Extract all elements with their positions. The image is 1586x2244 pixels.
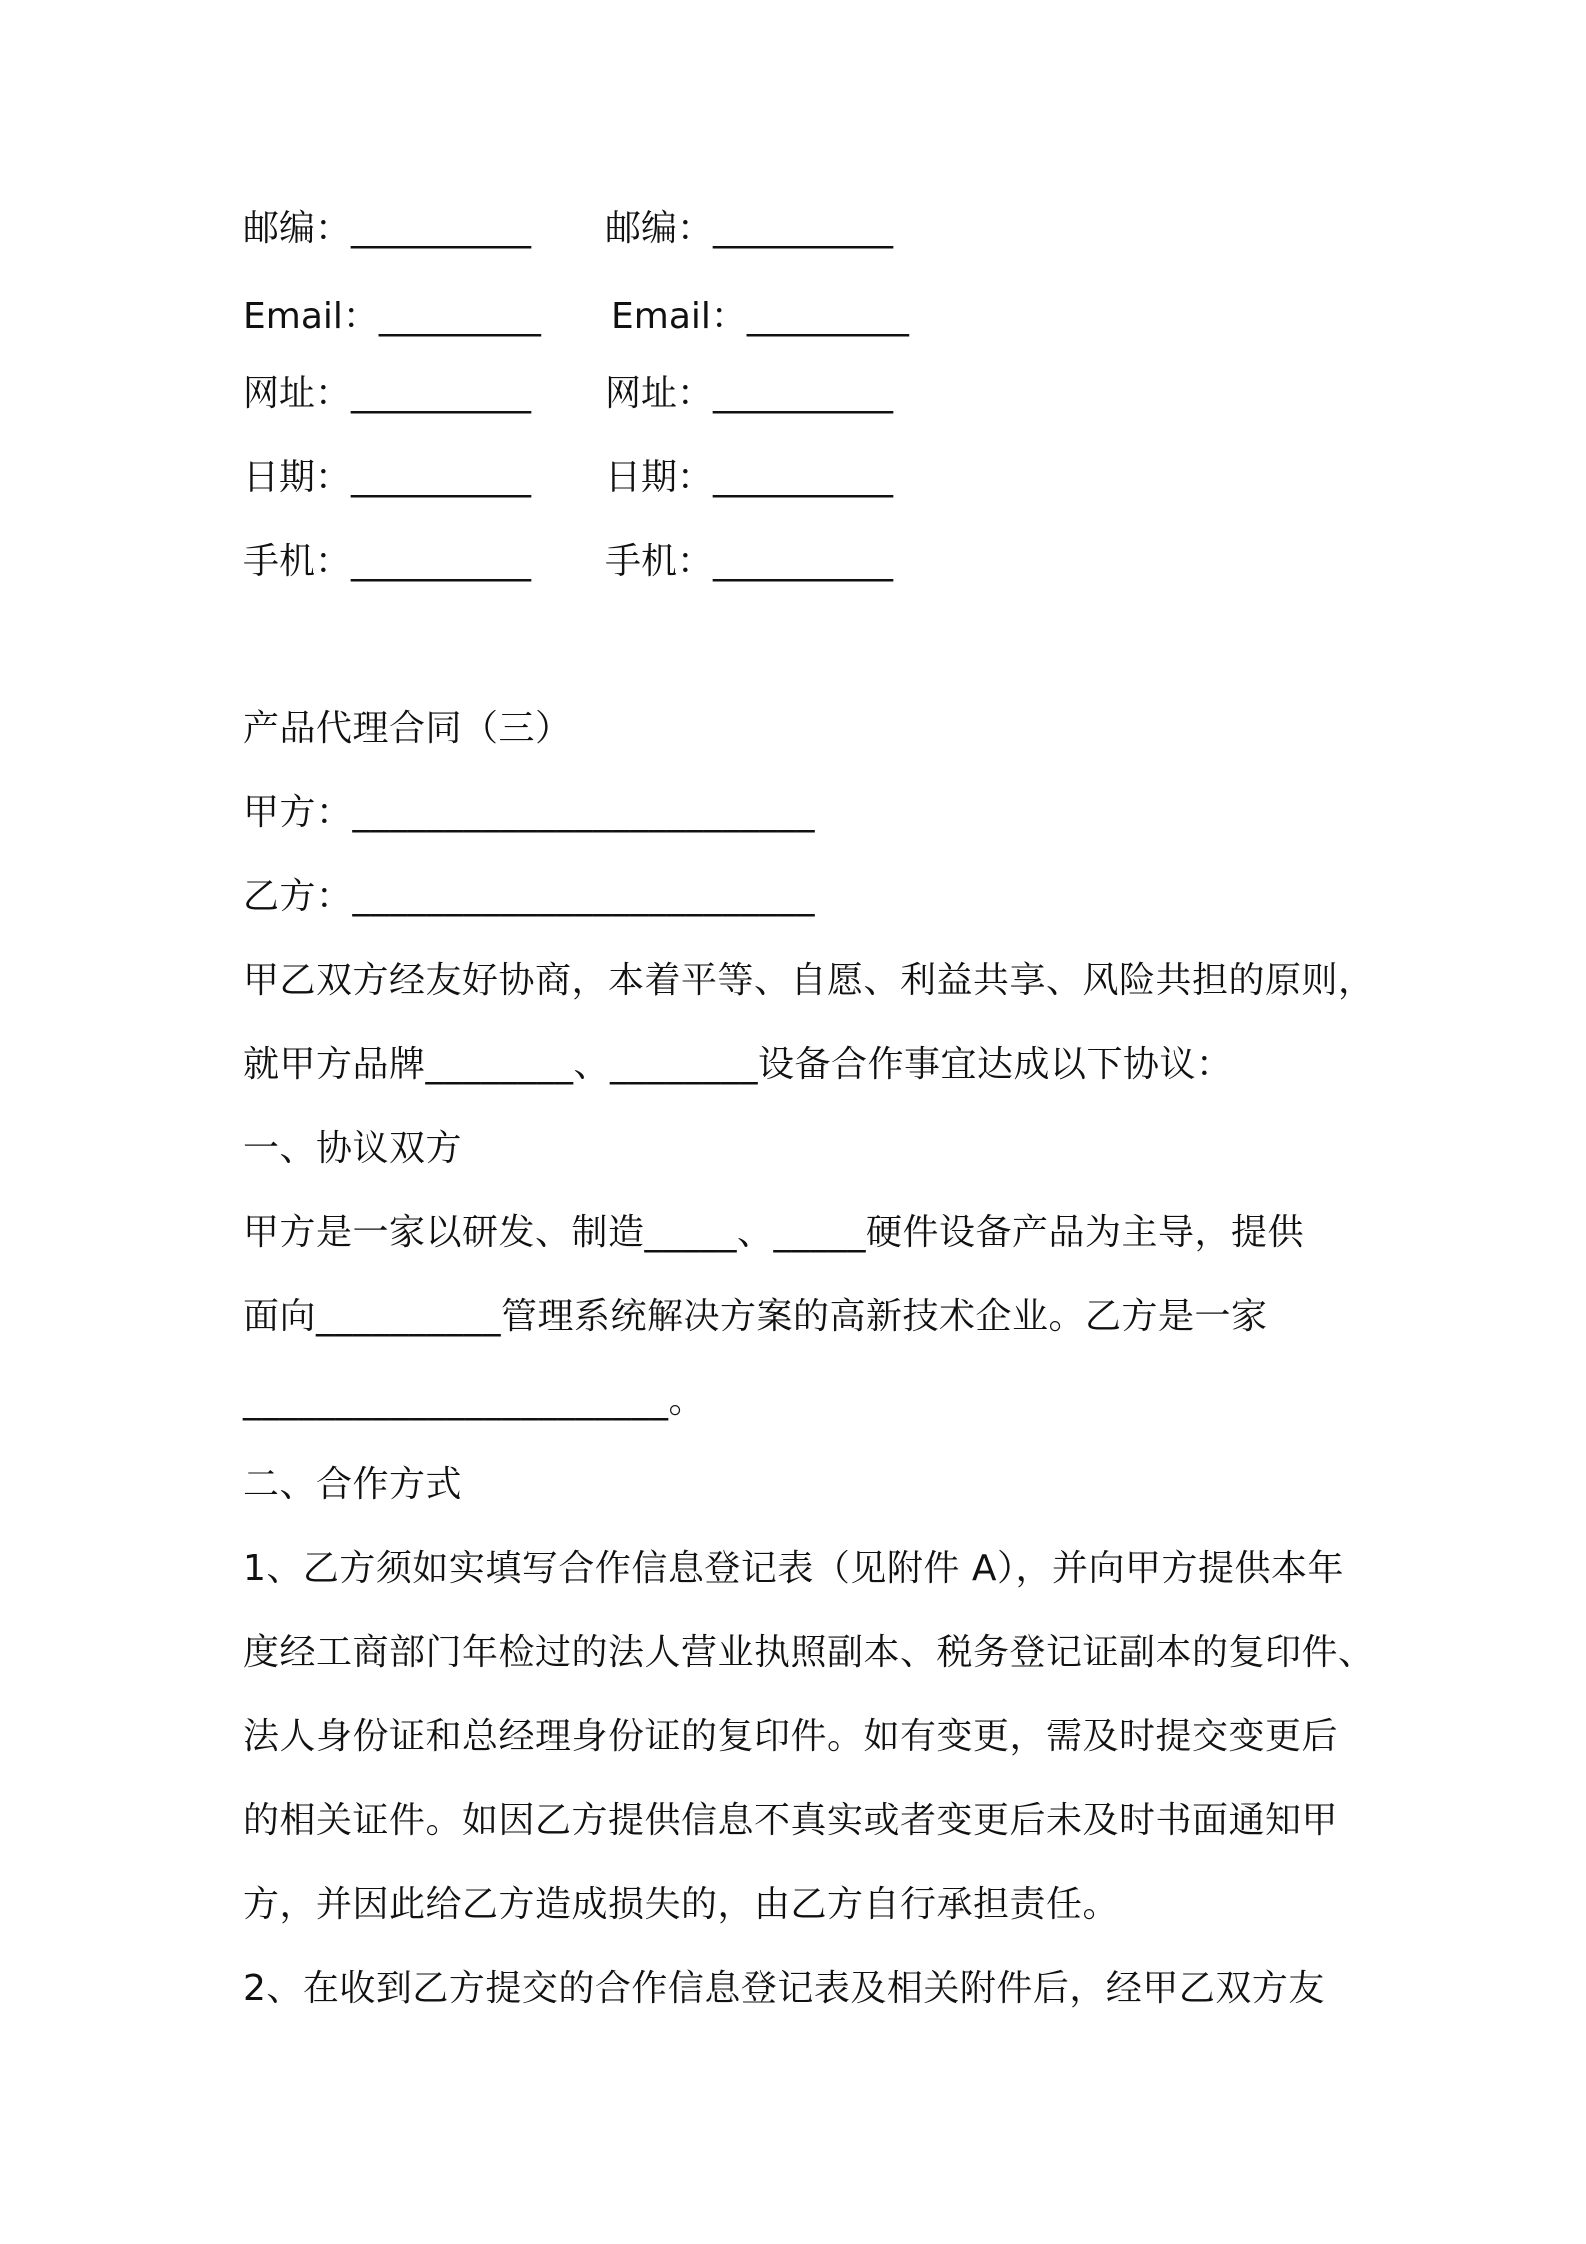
party-b-mobile: 手机：__________ [605,541,894,582]
party-a-website: 网址：__________ [243,373,532,414]
section-2-item-1-line-2: 度经工商部门年检过的法人营业执照副本、税务登记证副本的复印件、 [243,1632,1375,1673]
intro-line-1: 甲乙双方经友好协商，本着平等、自愿、利益共享、风险共担的原则， [243,960,1375,1001]
section-1-para-line-1: 甲方是一家以研发、制造_____、_____硬件设备产品为主导，提供 [243,1212,1305,1253]
section-1-heading: 一、协议双方 [243,1128,463,1169]
party-a-date: 日期：__________ [243,457,532,498]
section-1-para-line-3: _______________________。 [243,1380,705,1421]
contract-title: 产品代理合同（三） [243,708,572,749]
party-b-email: Email：_________ [611,296,909,337]
section-2-item-1-line-1: 1、乙方须如实填写合作信息登记表（见附件 A），并向甲方提供本年 [243,1548,1344,1589]
section-1-para-line-2: 面向__________管理系统解决方案的高新技术企业。乙方是一家 [243,1296,1268,1337]
section-2-item-1-line-3: 法人身份证和总经理身份证的复印件。如有变更，需及时提交变更后 [243,1716,1339,1757]
party-b-date: 日期：__________ [605,457,894,498]
date-row [243,454,1343,502]
postcode-row [243,205,1343,253]
party-a-mobile: 手机：__________ [243,541,532,582]
section-2-heading: 二、合作方式 [243,1464,463,1505]
section-2-item-2-line-1: 2、在收到乙方提交的合作信息登记表及相关附件后，经甲乙双方友 [243,1968,1325,2009]
party-b-line: 乙方：_________________________ [243,876,816,917]
party-a-email: Email：_________ [243,296,541,337]
party-b-postcode: 邮编：__________ [605,208,894,249]
mobile-row [243,538,1343,586]
website-row [243,370,1343,418]
section-2-item-1-line-4: 的相关证件。如因乙方提供信息不真实或者变更后未及时书面通知甲 [243,1800,1339,1841]
party-a-line: 甲方：_________________________ [243,792,816,833]
email-row [243,293,1343,341]
section-2-item-1-line-5: 方，并因此给乙方造成损失的，由乙方自行承担责任。 [243,1884,1120,1925]
party-b-website: 网址：__________ [605,373,894,414]
party-a-postcode: 邮编：__________ [243,208,532,249]
intro-line-2: 就甲方品牌________、________设备合作事宜达成以下协议： [243,1044,1233,1085]
